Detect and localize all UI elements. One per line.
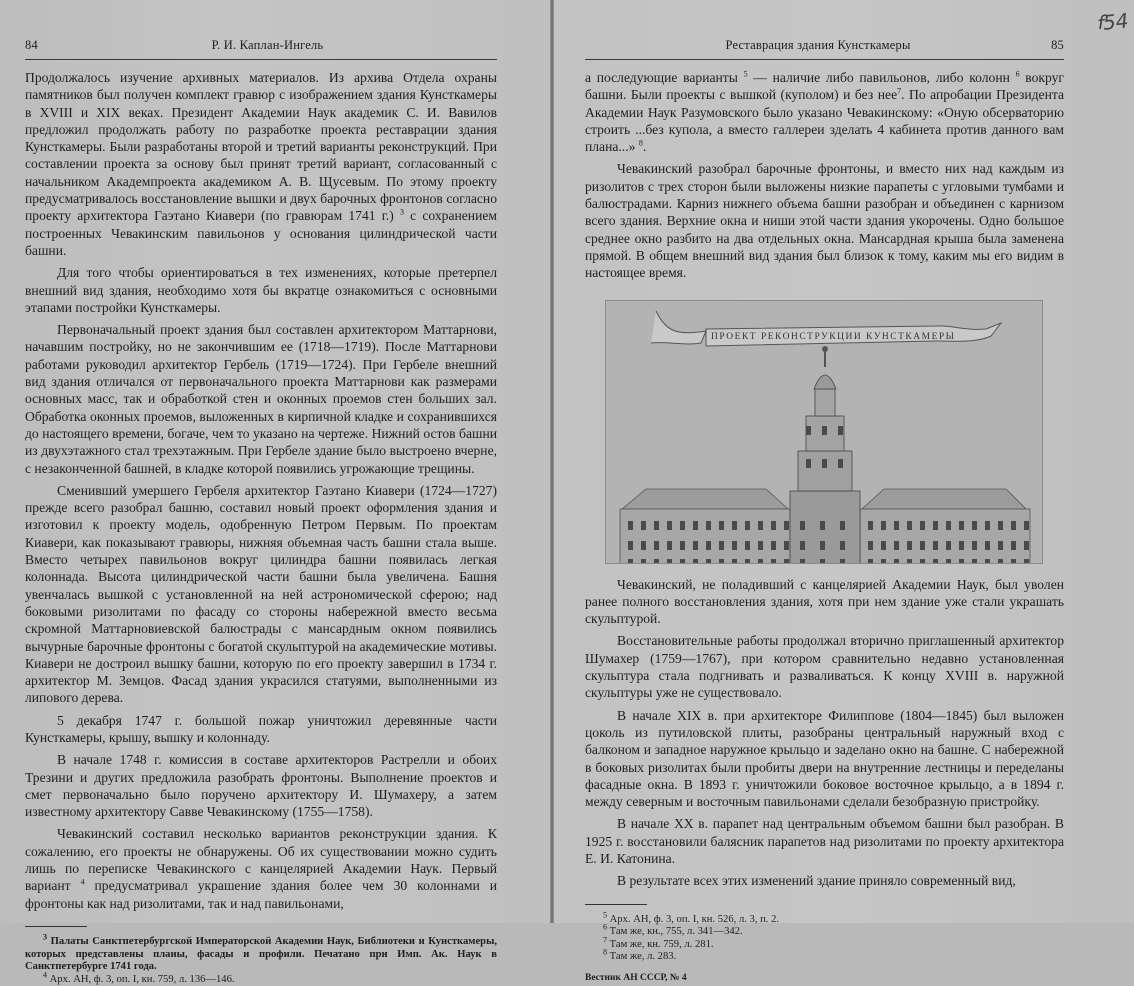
- building-window: [800, 559, 805, 563]
- building-window: [933, 559, 938, 563]
- building-window: [868, 559, 873, 563]
- footnote: $^8$ Там же, л. 283.: [603, 947, 677, 963]
- right-footnotes: [585, 910, 1064, 964]
- paragraph: Для того чтобы ориентироваться в тех изменениях, которые претерпел внешний вид здания, необходимо хотя бы вкратце ознакомиться с основными этапами постройки Кунсткамеры.: [25, 265, 497, 315]
- building-window: [706, 541, 711, 550]
- building-window: [732, 559, 737, 563]
- right-body-text: [585, 69, 1064, 282]
- building-window: [784, 521, 789, 530]
- building-window: [667, 521, 672, 530]
- right-wing: [860, 509, 1030, 563]
- footnote-ref[interactable]: 3: [399, 207, 404, 217]
- right-page: [553, 0, 1134, 983]
- building-window: [820, 541, 825, 550]
- footnote-ref[interactable]: 5: [743, 69, 748, 79]
- building-window: [1024, 559, 1029, 563]
- building-window: [800, 541, 805, 550]
- building-window: [771, 541, 776, 550]
- building-window: [838, 426, 843, 435]
- paragraph: Сменивший умершего Гербеля архитектор Гаэтано Киавери (1724—1727) прежде всего разобрал башню, составил новый проект оформления здания и изготовил к проекту модель, одобренную Петром Первым. По проектам Киавери, как показывают гравюры, нижняя объемная часть башни стала выше. Вместо четырех павильонов вокруг цилиндра башни появилась легкая колоннада. Высота цилиндрической части башни была увеличена. Башня увенчалась вышкой с установленной на ней астрономической сферою; над боковыми ризолитами по фасаду со стороны набережной вместо весьма скромной Маттарновиевской балюстрады с мансардным окном появились вычурные барочные фронтоны с богатой скульптурой на академические мотивы. Киавери не достроил вышку башни, которую по его проекту завершил в 1734 г. архитектор М. Земцов. Фасад здания украсился статуями, выполненными из липового дерева.: [25, 482, 497, 706]
- kunstkamera-engraving: [605, 300, 1043, 564]
- book-gutter: [550, 0, 554, 923]
- building-window: [758, 559, 763, 563]
- building-window: [933, 521, 938, 530]
- footnote-ref[interactable]: 8: [638, 138, 643, 148]
- banner-text: ПРОЕКТ РЕКОНСТРУКЦИИ КУНСТКАМЕРЫ: [711, 331, 956, 342]
- building-window: [1011, 541, 1016, 550]
- building-window: [920, 541, 925, 550]
- building-window: [806, 426, 811, 435]
- paragraph: Чевакинский составил несколько вариантов реконструкции здания. К сожалению, его проекты не обнаружены. Об их существовании можно судить лишь по переписке Чевакинского с канцелярией Академии Наук. Первый вариант $^4$ предусматривал украшение здания более чем 30 колоннами и фронтоны как над ризолитами, так и над павильонами,: [25, 826, 497, 911]
- building-window: [822, 426, 827, 435]
- building-window: [693, 541, 698, 550]
- building-window: [998, 559, 1003, 563]
- building-window: [680, 541, 685, 550]
- building-window: [693, 559, 698, 563]
- building-window: [1024, 541, 1029, 550]
- footnote: $^3$ Палаты Санктпетербургской Императорской Академии Наук, Библиотеки и Кунсткамеры, которых представлены планы, фасады и профили. Печатано при Имп. Ак. Наук в Санктпетербурге 1741 года.: [25, 932, 497, 973]
- building-window: [907, 521, 912, 530]
- right-running-head: [585, 38, 1064, 60]
- building-window: [972, 521, 977, 530]
- building-window: [822, 459, 827, 468]
- building-window: [1011, 521, 1016, 530]
- building-window: [920, 521, 925, 530]
- building-window: [907, 559, 912, 563]
- paragraph: Восстановительные работы продолжал вторично приглашенный архитектор Шумахер (1759—1767), при котором сравнительно недавно установленная скульптура стала подгнивать и разваливаться. К концу XVIII в. наружной скульптуры уже не существовало.: [585, 633, 1064, 701]
- building-window: [894, 541, 899, 550]
- building-window: [680, 559, 685, 563]
- building-window: [771, 521, 776, 530]
- building-window: [933, 541, 938, 550]
- building-window: [959, 541, 964, 550]
- building-window: [1024, 521, 1029, 530]
- building-window: [758, 541, 763, 550]
- footnote: $^6$ Там же, кн., 755, л. 341—342.: [603, 922, 743, 938]
- footnote-ref[interactable]: 4: [80, 877, 85, 887]
- tower-sphere: [822, 346, 828, 352]
- building-window: [820, 559, 825, 563]
- building-window: [840, 521, 845, 530]
- building-window: [641, 541, 646, 550]
- building-window: [693, 521, 698, 530]
- building-window: [732, 541, 737, 550]
- building-window: [868, 521, 873, 530]
- engraving-illustration: [606, 301, 1042, 563]
- running-head-author: Р. И. Каплан-Ингель: [211, 38, 324, 52]
- building-window: [771, 559, 776, 563]
- left-wing: [620, 509, 790, 563]
- building-window: [654, 541, 659, 550]
- building-window: [719, 521, 724, 530]
- building-window: [745, 559, 750, 563]
- tower-middle: [798, 451, 852, 491]
- paragraph: Чевакинский, не поладивший с канцелярией Академии Наук, был уволен ранее полного восстановления здания, хотя при нем здание уже стали украшать скульптурой.: [585, 576, 1064, 627]
- footnote-ref[interactable]: 6: [1015, 69, 1020, 79]
- building-window: [641, 521, 646, 530]
- building-window: [654, 559, 659, 563]
- building-window: [881, 521, 886, 530]
- building-window: [800, 521, 805, 530]
- building-window: [628, 559, 633, 563]
- paragraph: Чевакинский разобрал барочные фронтоны, и вместо них над каждым из ризолитов с трех сторон были выложены низкие парапеты с угловыми тумбами и балюстрадами. Карниз нижнего объема башни разобран и объединен с карнизом всего здания. Верхние окна и ниши этой части здания укорочены. Одно большое среднее окно разбито на два отдельных окна. Мансардная крыша была заменена прямой. В общем внешний вид здания был близок к тому, каким мы его видим в настоящее время.: [585, 161, 1064, 281]
- left-footnotes: [25, 932, 497, 986]
- paragraph: В начале XX в. парапет над центральным объемом башни был разобран. В 1925 г. восстановили балясник парапетов над ризолитами по проекту архитектора Е. И. Катонина.: [585, 816, 1064, 867]
- footnote-ref[interactable]: 7: [897, 86, 902, 96]
- paragraph: В начале 1748 г. комиссия в составе архитекторов Растрелли и обоих Трезини и других предложила разобрать фронтоны. Выполнение проектов и смет первоначально было поручено архитектору И. Шумахеру, а затем известному архитектору Савве Чевакинскому (1755—1758).: [25, 752, 497, 820]
- paragraph: В результате всех этих изменений здание приняло современный вид,: [617, 873, 1016, 889]
- building-window: [920, 559, 925, 563]
- building-window: [820, 521, 825, 530]
- building-window: [667, 559, 672, 563]
- building-window: [894, 559, 899, 563]
- paragraph: Продолжалось изучение архивных материалов. Из архива Отдела охраны памятников был получен комплект гравюр с изображением здания Кунсткамеры в XVIII и XIX веках. Президент Академии Наук академик С. И. Вавилов предложил продолжать работу по разработке проекта реставрации здания Кунсткамеры. Были разработаны второй и третий варианты реконструкций. При составлении проекта за основу был принят третий вариант, согласованный с начальником Академпроекта академиком А. В. Щусевым. По этому проекту предусматривалось восстановление вышки и двух барочных фронтонов согласно проекту архитектора Гаэтано Киавери (по гравюрам 1741 г.) $^3$ с сохранением построенных Чевакинским павильонов у основания цилиндрической части башни.: [25, 70, 497, 258]
- paragraph: В начале XIX в. при архитекторе Филиппове (1804—1845) был выложен цоколь из путиловской плиты, разобраны центральный наружный вход с балконом и западное наружное крыльцо и заделано окно на башне. С набережной в боковых ризолитах были пробиты двери на внутренние лестницы и переделаны фасадные окна. В 1893 г. уничтожили боковое восточное крыльцо, а в 1894 г. между северным и восточным павильонами сделали безобразную пристройку.: [585, 707, 1064, 810]
- paragraph: Первоначальный проект здания был составлен архитектором Маттарнови, начавшим постройку, но не закончившим ее (1718—1719). После Маттарнови работами руководил архитектор Гербель (1719—1724). При Гербеле внешний вид здания отличался от первоначального проекта Маттарнови как размерами основных масс, так и обработкой стен и оконных проемов стен больших зал. Обработка оконных проемов, выложенных в кирпичной кладке и сохранившихся до настоящего времени, богаче, чем то указано на чертеже. Нижний остов башни из двухэтажного стал трехэтажным. При Гербеле здание было выстроено вчерне, с незаконченной башней, в кладке которой появились угрожающие трещины.: [25, 322, 497, 476]
- building-window: [745, 541, 750, 550]
- building-window: [868, 541, 873, 550]
- building-window: [628, 521, 633, 530]
- building-window: [985, 521, 990, 530]
- tower-dome: [814, 375, 836, 389]
- tower-drum: [815, 389, 835, 416]
- building-window: [758, 521, 763, 530]
- building-window: [946, 541, 951, 550]
- footnote-divider: [585, 904, 647, 905]
- building-window: [628, 541, 633, 550]
- building-window: [732, 521, 737, 530]
- building-window: [719, 541, 724, 550]
- building-window: [946, 521, 951, 530]
- building-window: [806, 459, 811, 468]
- building-window: [1011, 559, 1016, 563]
- building-window: [907, 541, 912, 550]
- building-window: [680, 521, 685, 530]
- building-window: [784, 559, 789, 563]
- right-body-text-after-figure: [585, 576, 1064, 890]
- building-window: [745, 521, 750, 530]
- right-roof: [862, 489, 1026, 509]
- footnote: $^4$ Арх. АН, ф. 3, оп. I, кн. 759, л. 136—146.: [43, 970, 235, 985]
- building-window: [985, 559, 990, 563]
- building-window: [881, 559, 886, 563]
- building-window: [998, 541, 1003, 550]
- building-window: [706, 521, 711, 530]
- building-window: [972, 559, 977, 563]
- building-window: [972, 541, 977, 550]
- building-window: [894, 521, 899, 530]
- building-window: [985, 541, 990, 550]
- building-window: [667, 541, 672, 550]
- page-number-left: 84: [25, 38, 38, 52]
- building-window: [881, 541, 886, 550]
- building-window: [946, 559, 951, 563]
- building-window: [784, 541, 789, 550]
- building-window: [959, 521, 964, 530]
- building-window: [959, 559, 964, 563]
- paragraph: 5 декабря 1747 г. большой пожар уничтожил деревянные части Кунсткамеры, крышу, вышку и колоннаду.: [25, 712, 497, 745]
- left-page: [0, 0, 553, 985]
- building-window: [838, 459, 843, 468]
- building-window: [706, 559, 711, 563]
- building-window: [998, 521, 1003, 530]
- building-window: [654, 521, 659, 530]
- building-window: [641, 559, 646, 563]
- footnote: $^7$ Там же, кн. 759, л. 281.: [603, 935, 714, 950]
- building-window: [840, 541, 845, 550]
- footnote-divider: [25, 926, 87, 927]
- footnote: $^5$ Арх. АН, ф. 3, оп. I, кн. 526, л. 3, п. 2.: [603, 910, 780, 925]
- left-running-head: [25, 38, 497, 60]
- paragraph: а последующие варианты $^5$ — наличие либо павильонов, либо колонн $^6$ вокруг башни. Были проекты с вышкой (куполом) и без нее$^7$. По апробации Президента Академии Наук Разумовского было указано Чевакинскому: «Оную обсерваторию строить ...без купола, а вместо галлереи зделать 4 кабинета против данного вам плана...» $^8$.: [585, 69, 1064, 155]
- left-body-text: [25, 69, 497, 912]
- building-window: [840, 559, 845, 563]
- handwritten-note: ꬵ54: [1094, 8, 1130, 36]
- page-number-right: 85: [1051, 38, 1064, 52]
- running-head-title: Реставрация здания Кунсткамеры: [725, 38, 911, 52]
- left-roof: [622, 489, 788, 509]
- journal-footer: Вестник АН СССР, № 4: [585, 972, 687, 983]
- building-window: [719, 559, 724, 563]
